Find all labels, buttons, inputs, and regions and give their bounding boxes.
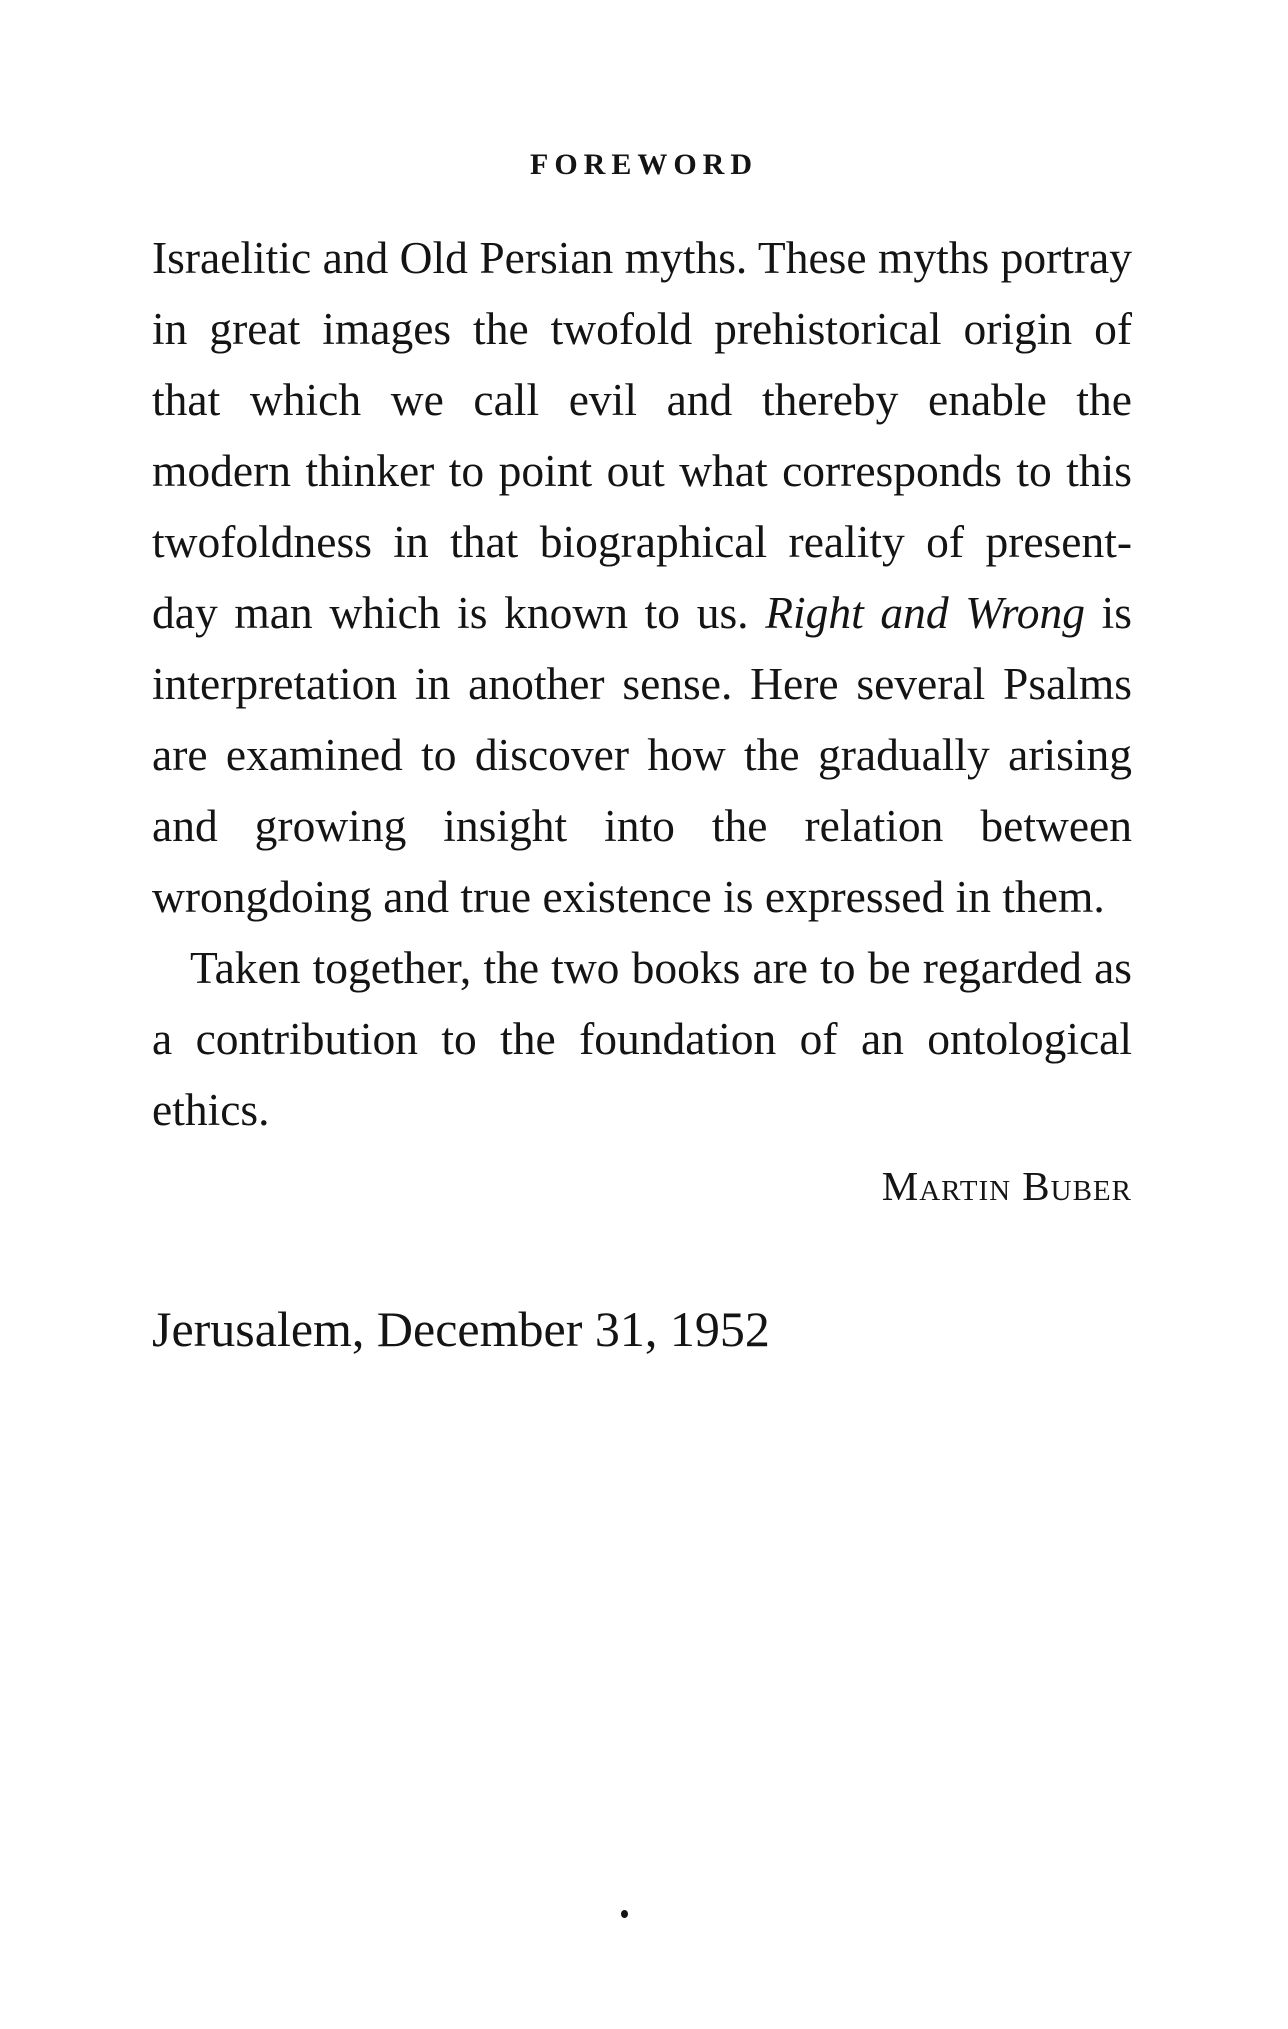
paragraph-1-text-b: is interpretation in another sense. Here several Psalms are examined to discover how the gradually arising and growing insight into the relation between wrongdoing and true existence is expressed in them. [152, 587, 1132, 922]
folio-dot [621, 1910, 628, 1918]
author-signature: Martin Buber [881, 1163, 1132, 1209]
foreword-paragraph-2: Taken together, the two books are to be regarded as a contribution to the foundation of an ontological ethics. [152, 942, 1132, 1135]
foreword-body [152, 222, 1132, 1145]
book-title-right-and-wrong: Right and Wrong [765, 587, 1085, 638]
paragraph-1-text-a: Israelitic and Old Persian myths. These myths portray in great images the twofold prehistorical origin of that which we call evil and thereby enable the modern thinker to point out what corresponds to this twofoldness in that biographical reality of present-day man which is known to us. [152, 232, 1132, 638]
place-date-line: Jerusalem, December 31, 1952 [152, 1301, 770, 1357]
running-head: FOREWORD [530, 148, 758, 181]
foreword-paragraph-1 [152, 222, 1132, 932]
